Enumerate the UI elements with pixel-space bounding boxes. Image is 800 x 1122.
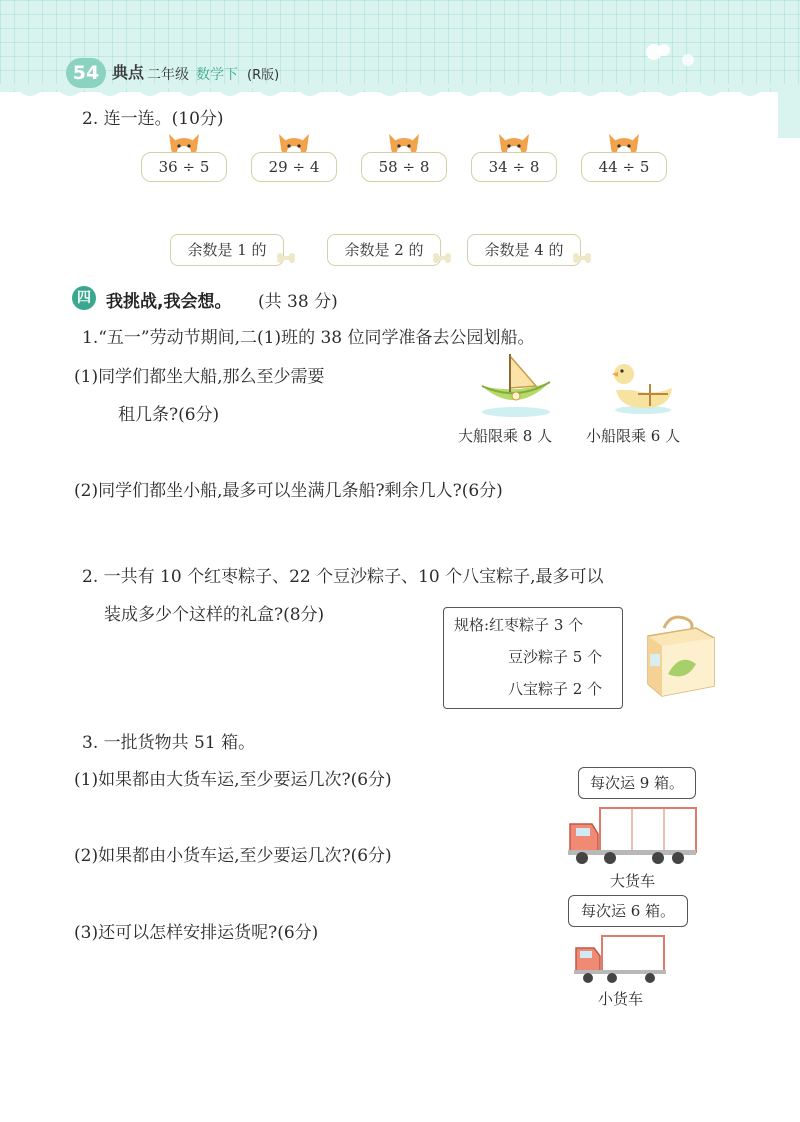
- duck-boat-icon: [610, 360, 676, 416]
- spec-line: 规格:红枣粽子 3 个: [454, 616, 584, 634]
- q3-part2: (2)如果都由小货车运,至少要运几次?(6分): [74, 846, 392, 866]
- cloud-icon: [640, 40, 700, 70]
- expression-text: 58 ÷ 8: [361, 152, 447, 182]
- expression-text: 44 ÷ 5: [581, 152, 667, 182]
- grade-label: 二年级: [147, 67, 189, 83]
- bone-icon: [572, 252, 592, 264]
- bone-icon: [432, 252, 452, 264]
- remainder-answer-card[interactable]: 余数是 4 的: [467, 234, 581, 266]
- expression-card[interactable]: [249, 132, 339, 184]
- brand-logo: 典点: [112, 63, 145, 82]
- small-truck-icon: [572, 932, 668, 986]
- expression-card[interactable]: [469, 132, 559, 184]
- big-boat-icon: [478, 352, 554, 418]
- big-truck-icon: [566, 804, 698, 866]
- remainder-answer-card[interactable]: 余数是 2 的: [327, 234, 441, 266]
- small-boat-label: 小船限乘 6 人: [586, 427, 681, 445]
- subject-label: 数学下: [196, 67, 238, 83]
- page-number: 54: [66, 58, 106, 88]
- remainder-answer-card[interactable]: 余数是 1 的: [170, 234, 284, 266]
- expression-text: 34 ÷ 8: [471, 152, 557, 182]
- q3-part3: (3)还可以怎样安排运货呢?(6分): [74, 923, 319, 943]
- expression-card[interactable]: [139, 132, 229, 184]
- q1-stem: 1.“五一”劳动节期间,二(1)班的 38 位同学准备去公园划船。: [82, 328, 535, 348]
- section-points: (共 38 分): [258, 292, 338, 312]
- expression-card[interactable]: [359, 132, 449, 184]
- expression-text: 36 ÷ 5: [141, 152, 227, 182]
- big-truck-speech-bubble: 每次运 9 箱。: [578, 767, 696, 799]
- big-truck-label: 大货车: [610, 872, 656, 890]
- q2-match-title: 2. 连一连。(10分): [82, 109, 224, 129]
- q2-line1: 2. 一共有 10 个红枣粽子、22 个豆沙粽子、10 个八宝粽子,最多可以: [82, 567, 604, 587]
- gift-box-spec: [443, 607, 623, 709]
- q1-part1-line1: (1)同学们都坐大船,那么至少需要: [74, 367, 325, 387]
- section-title: 我挑战,我会想。: [106, 292, 232, 312]
- expression-card[interactable]: [579, 132, 669, 184]
- q2-line2: 装成多少个这样的礼盒?(8分): [104, 605, 325, 625]
- edition-label: (R版): [247, 68, 280, 83]
- q3-stem: 3. 一批货物共 51 箱。: [82, 733, 256, 753]
- expression-text: 29 ÷ 4: [251, 152, 337, 182]
- spec-line: 豆沙粽子 5 个: [508, 648, 603, 666]
- small-truck-speech-bubble: 每次运 6 箱。: [568, 895, 688, 927]
- q1-part2: (2)同学们都坐小船,最多可以坐满几条船?剩余几人?(6分): [74, 481, 503, 501]
- bone-icon: [276, 252, 296, 264]
- page-edge-strip: [778, 92, 800, 138]
- section-badge: 四: [72, 286, 96, 310]
- small-truck-label: 小货车: [598, 990, 644, 1008]
- expression-cards: [139, 132, 699, 184]
- q3-part1: (1)如果都由大货车运,至少要运几次?(6分): [74, 770, 392, 790]
- gift-box-icon: [640, 612, 718, 698]
- big-boat-label: 大船限乘 8 人: [458, 427, 553, 445]
- spec-line: 八宝粽子 2 个: [508, 680, 603, 698]
- q1-part1-line2: 租几条?(6分): [118, 405, 220, 425]
- header-wave-edge: [0, 84, 800, 100]
